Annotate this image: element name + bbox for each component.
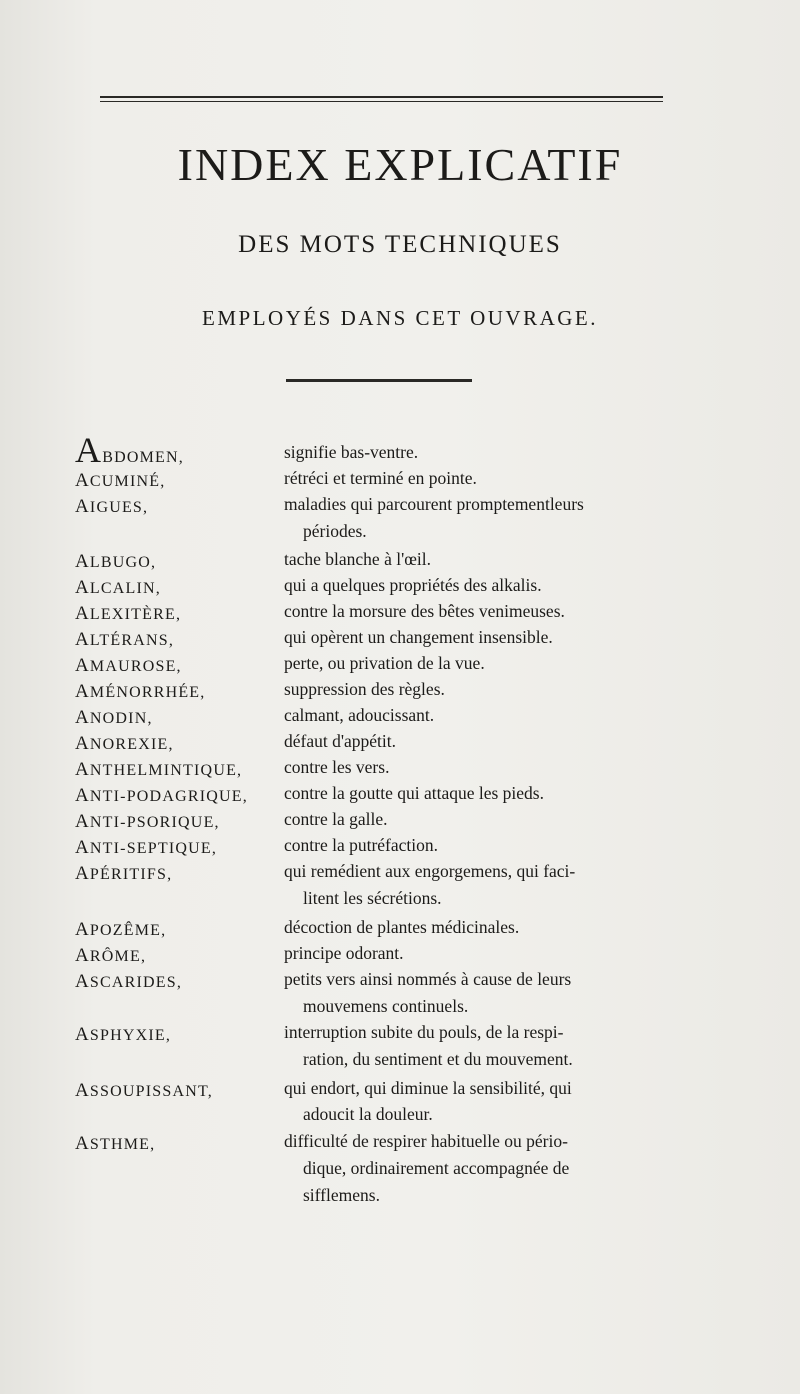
- term-rest: NTI-PSORIQUE,: [89, 814, 220, 831]
- index-term: [75, 604, 275, 623]
- index-term: [75, 838, 275, 857]
- index-definition: perte, ou privation de la vue.: [284, 653, 485, 673]
- term-initial: A: [75, 577, 90, 598]
- index-definition: petits vers ainsi nommés à cause de leurs: [284, 969, 572, 989]
- index-definition: contre la galle.: [284, 809, 388, 829]
- index-definition: défaut d'appétit.: [284, 731, 396, 751]
- index-term: [75, 1081, 275, 1100]
- index-definition: suppression des règles.: [284, 679, 445, 699]
- term-rest: IGUES,: [89, 499, 149, 516]
- index-term: [75, 1025, 275, 1044]
- index-definition-continuation: dique, ordinairement accompagnée de: [303, 1158, 570, 1178]
- term-rest: NTI-SEPTIQUE,: [89, 840, 218, 857]
- term-rest: LBUGO,: [89, 554, 157, 571]
- term-rest: SCARIDES,: [89, 974, 183, 991]
- index-definition: contre la putréfaction.: [284, 835, 439, 855]
- term-rest: LCALIN,: [89, 580, 161, 597]
- term-rest: SPHYXIE,: [89, 1027, 172, 1044]
- index-term: [75, 578, 275, 597]
- index-definition-continuation: litent les sécrétions.: [303, 888, 442, 908]
- index-definition: qui a quelques propriétés des alkalis.: [284, 575, 542, 595]
- term-initial: A: [75, 1080, 90, 1101]
- index-term: [75, 786, 275, 805]
- term-initial: A: [75, 603, 90, 624]
- index-definition: difficulté de respirer habituelle ou pério-: [284, 1131, 568, 1151]
- page-subtitle: DES MOTS TECHNIQUES: [238, 231, 562, 258]
- term-rest: PÉRITIFS,: [89, 866, 173, 883]
- page-title: INDEX EXPLICATIF: [177, 139, 623, 190]
- index-definition: contre la goutte qui attaque les pieds.: [284, 783, 544, 803]
- index-definition-continuation: périodes.: [303, 521, 367, 541]
- index-definition: maladies qui parcourent promptementleurs: [284, 494, 584, 514]
- index-definition: qui opèrent un changement insensible.: [284, 627, 553, 647]
- index-definition: principe odorant.: [284, 943, 404, 963]
- index-term: [75, 946, 275, 965]
- index-term: [75, 432, 275, 468]
- term-rest: MAUROSE,: [89, 658, 182, 675]
- index-term: [75, 682, 275, 701]
- term-initial: A: [75, 430, 103, 470]
- index-term: [75, 471, 275, 490]
- term-initial: A: [75, 971, 90, 992]
- index-definition-continuation: mouvemens continuels.: [303, 996, 469, 1016]
- term-rest: NTHELMINTIQUE,: [89, 762, 243, 779]
- page-subtitle-secondary: EMPLOYÉS DANS CET OUVRAGE.: [202, 306, 598, 330]
- term-initial: A: [75, 655, 90, 676]
- term-rest: MÉNORRHÉE,: [89, 684, 206, 701]
- term-rest: RÔME,: [89, 948, 147, 965]
- index-term: [75, 734, 275, 753]
- index-term: [75, 920, 275, 939]
- term-initial: A: [75, 1024, 90, 1045]
- index-term: [75, 972, 275, 991]
- term-rest: NOREXIE,: [89, 736, 174, 753]
- index-term: [75, 552, 275, 571]
- index-term: [75, 1134, 275, 1153]
- term-initial: A: [75, 945, 90, 966]
- index-definition: signifie bas-ventre.: [284, 442, 419, 462]
- index-definition: calmant, adoucissant.: [284, 705, 435, 725]
- index-definition-continuation: adoucit la douleur.: [303, 1104, 433, 1124]
- term-rest: NODIN,: [89, 710, 153, 727]
- term-initial: A: [75, 837, 90, 858]
- index-term: [75, 864, 275, 883]
- index-definition: interruption subite du pouls, de la respi-: [284, 1022, 564, 1042]
- index-term: [75, 630, 275, 649]
- index-definition: qui remédient aux engorgemens, qui faci-: [284, 861, 576, 881]
- index-definition: contre les vers.: [284, 757, 390, 777]
- term-rest: NTI-PODAGRIQUE,: [89, 788, 248, 805]
- term-rest: LTÉRANS,: [89, 632, 175, 649]
- term-initial: A: [75, 629, 90, 650]
- term-initial: A: [75, 551, 90, 572]
- term-initial: A: [75, 496, 90, 517]
- term-initial: A: [75, 681, 90, 702]
- index-definition-continuation: ration, du sentiment et du mouvement.: [303, 1049, 573, 1069]
- index-definition-continuation: sifflemens.: [303, 1185, 380, 1205]
- index-definition: décoction de plantes médicinales.: [284, 917, 520, 937]
- index-term: [75, 812, 275, 831]
- term-rest: SSOUPISSANT,: [89, 1083, 213, 1100]
- term-initial: A: [75, 785, 90, 806]
- term-initial: A: [75, 811, 90, 832]
- index-definition: tache blanche à l'œil.: [284, 549, 431, 569]
- index-term: [75, 760, 275, 779]
- term-initial: A: [75, 707, 90, 728]
- index-term: [75, 497, 275, 516]
- term-initial: A: [75, 1133, 90, 1154]
- term-rest: LEXITÈRE,: [89, 606, 182, 623]
- index-term: [75, 656, 275, 675]
- term-rest: POZÊME,: [89, 922, 167, 939]
- term-initial: A: [75, 863, 90, 884]
- term-initial: A: [75, 733, 90, 754]
- term-initial: A: [75, 919, 90, 940]
- index-definition: contre la morsure des bêtes venimeuses.: [284, 601, 565, 621]
- term-rest: STHME,: [89, 1136, 156, 1153]
- index-term: [75, 708, 275, 727]
- index-definition: qui endort, qui diminue la sensibilité, qui: [284, 1078, 572, 1098]
- term-initial: A: [75, 470, 90, 491]
- term-rest: BDOMEN,: [102, 449, 184, 466]
- index-definition: rétréci et terminé en pointe.: [284, 468, 477, 488]
- term-initial: A: [75, 759, 90, 780]
- term-rest: CUMINÉ,: [89, 473, 166, 490]
